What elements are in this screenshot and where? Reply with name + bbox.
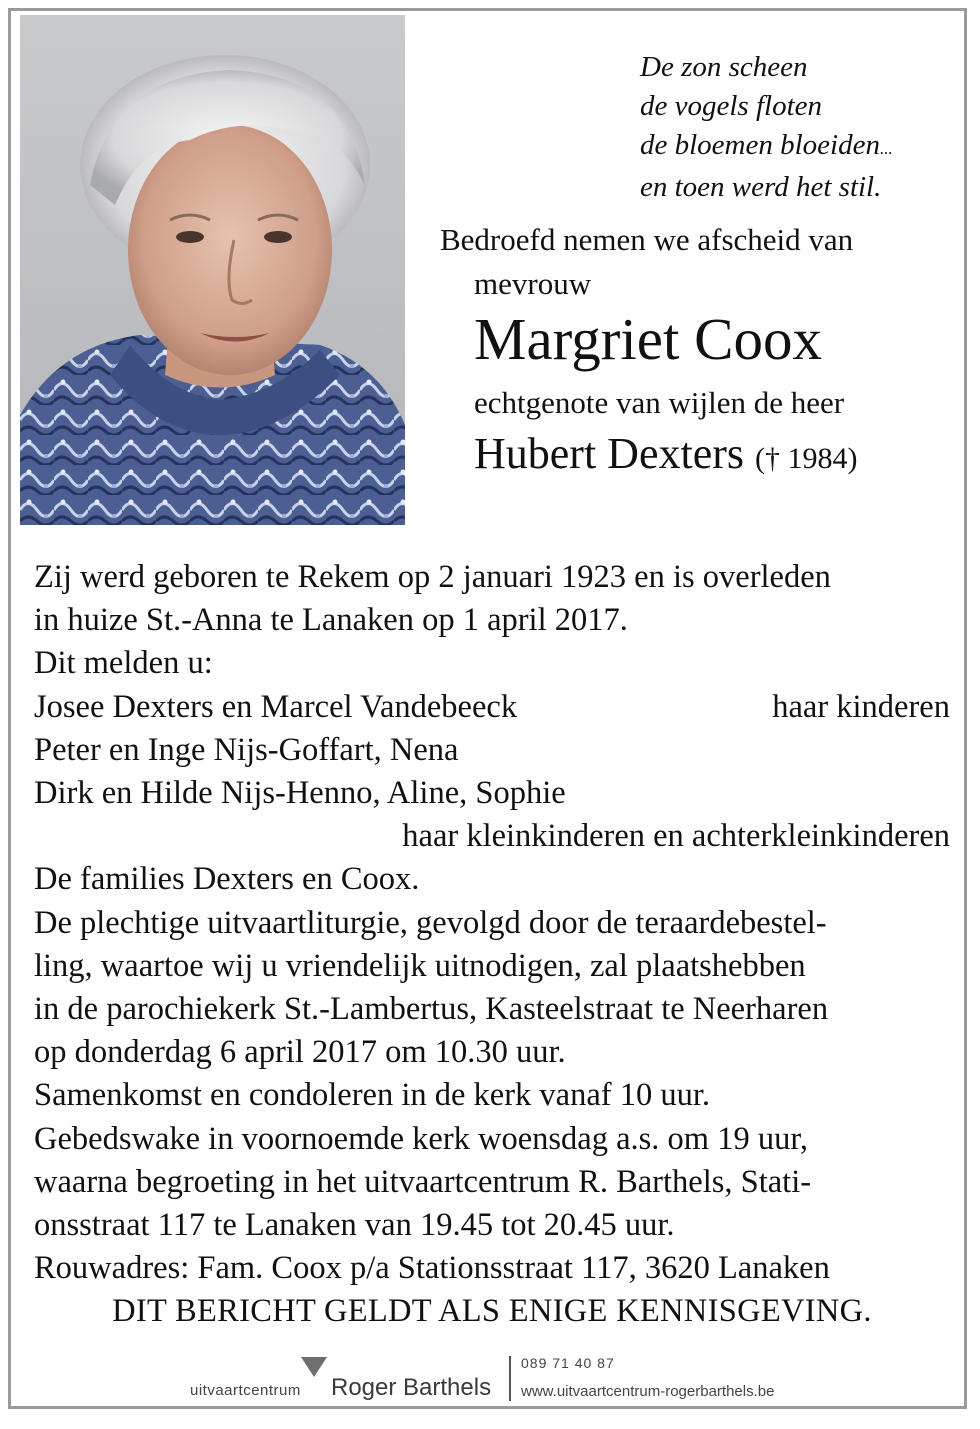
address-line: Rouwadres: Fam. Coox p/a Stationsstraat 117, 3620 Lanaken <box>34 1250 830 1287</box>
deceased-name: Margriet Coox <box>474 306 822 372</box>
footer-divider <box>509 1356 511 1401</box>
wake-line: Gebedswake in voornoemde kerk woensdag a.s. om 19 uur, <box>34 1120 808 1157</box>
grandchildren-role: haar kleinkinderen en achterkleinkinderen <box>402 818 950 855</box>
wake-line: waarna begroeting in het uitvaartcentrum R. Barthels, Stati- <box>34 1163 812 1200</box>
gathering-line: Samenkomst en condoleren in de kerk vanaf 10 uur. <box>34 1077 710 1114</box>
footer-website: www.uitvaartcentrum-rogerbarthels.be <box>521 1383 775 1400</box>
death-line: in huize St.-Anna te Lanaken op 1 april 2017. <box>34 602 628 639</box>
grandchildren-line: Peter en Inge Nijs-Goffart, Nena <box>34 731 459 768</box>
spouse-dates: († 1984) <box>755 442 858 475</box>
footer-label: uitvaartcentrum <box>190 1382 301 1399</box>
liturgy-line: ling, waartoe wij u vriendelijk uitnodigen, zal plaatshebben <box>34 947 806 984</box>
spouse-intro: echtgenote van wijlen de heer <box>474 385 845 420</box>
portrait-photo <box>20 15 405 525</box>
poem <box>640 48 893 207</box>
notify-line: Dit melden u: <box>34 645 213 682</box>
families-line: De families Dexters en Coox. <box>34 861 420 898</box>
announcement-body <box>34 556 950 1334</box>
poem-line: en toen werd het stil. <box>640 171 882 203</box>
liturgy-line: De plechtige uitvaartliturgie, gevolgd door de teraardebestel- <box>34 904 827 941</box>
announcement-title: mevrouw <box>474 266 592 301</box>
poem-line <box>640 126 893 168</box>
poem-ellipsis: ... <box>879 139 893 158</box>
children-line <box>34 686 950 729</box>
liturgy-line: in de parochiekerk St.-Lambertus, Kasteelstraat te Neerharen <box>34 991 829 1028</box>
spouse-name: Hubert Dexters <box>474 429 745 478</box>
birth-line: Zij werd geboren te Rekem op 2 januari 1923 en is overleden <box>34 559 831 595</box>
spouse-line <box>474 428 858 479</box>
footer <box>0 1350 980 1410</box>
poem-line-text: de bloemen bloeiden <box>640 129 880 161</box>
liturgy-line: op donderdag 6 april 2017 om 10.30 uur. <box>34 1034 566 1071</box>
poem-line: De zon scheen <box>640 51 808 83</box>
triangle-down-icon <box>301 1357 327 1377</box>
footer-company: Roger Barthels <box>331 1374 492 1401</box>
announcement-intro: Bedroefd nemen we afscheid van <box>440 222 854 257</box>
notice-line: DIT BERICHT GELDT ALS ENIGE KENNISGEVING. <box>112 1293 872 1330</box>
children-role: haar kinderen <box>772 688 950 725</box>
footer-phone: 089 71 40 87 <box>521 1355 615 1371</box>
poem-line: de vogels floten <box>640 90 823 122</box>
grandchildren-line: Dirk en Hilde Nijs-Henno, Aline, Sophie <box>34 775 566 812</box>
children-names: Josee Dexters en Marcel Vandebeeck <box>34 688 518 725</box>
wake-line: onsstraat 117 te Lanaken van 19.45 tot 20.45 uur. <box>34 1207 675 1244</box>
